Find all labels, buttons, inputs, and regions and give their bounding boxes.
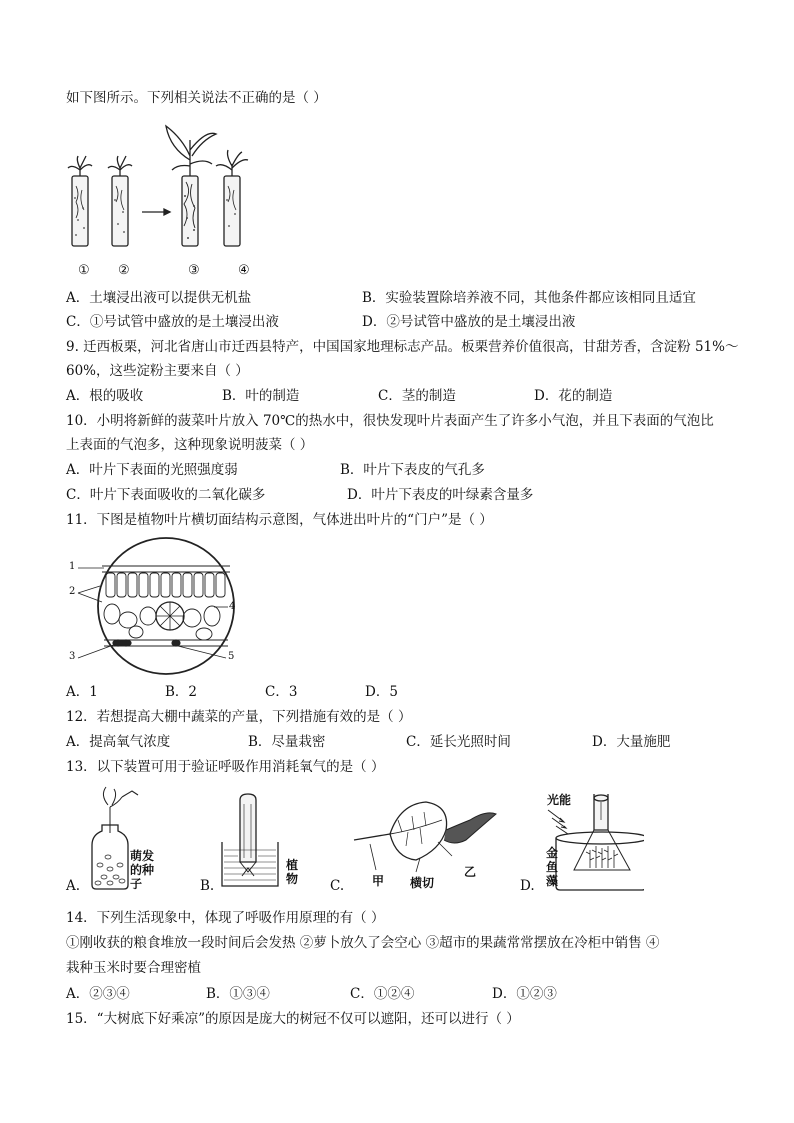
q8-option-d: D．②号试管中盛放的是土壤浸出液 [362,314,576,330]
q8-stem: 如下图所示。下列相关说法不正确的是（ ） [66,90,327,106]
q12-option-b: B．尽量栽密 [248,734,326,750]
q13-option-a-letter: A. [66,878,81,894]
q13-fig-c-label-hengqie: 横切 [410,876,435,890]
q10-option-d: D．叶片下表皮的叶绿素含量多 [347,487,534,503]
leaf-label-2: 2 [69,586,76,597]
q14-option-c: C．①②④ [350,986,415,1002]
tube-label-4: ④ [238,263,250,278]
q12-option-d: D．大量施肥 [592,734,671,750]
q14-items-line2: 栽种玉米时要合理密植 [66,960,201,976]
q13-figure-c [350,800,500,880]
q13-fig-d-label-light: 光能 [547,793,572,807]
q10-option-b: B．叶片下表皮的气孔多 [340,462,485,478]
q12-option-a: A．提高氧气浓度 [66,734,171,750]
q13-stem: 13．以下装置可用于验证呼吸作用消耗氧气的是（ ） [66,759,385,775]
q14-stem: 14．下列生活现象中，体现了呼吸作用原理的有（ ） [66,910,385,926]
q8-option-a: A．土壤浸出液可以提供无机盐 [66,290,252,306]
q9-option-a: A．根的吸收 [66,388,144,404]
leaf-label-1: 1 [69,561,76,572]
q8-test-tubes-figure [66,120,276,260]
q12-stem: 12．若想提高大棚中蔬菜的产量，下列措施有效的是（ ） [66,709,412,725]
q10-stem-line2: 上表面的气泡多，这种现象说明菠菜（ ） [66,437,314,453]
tube-label-3: ③ [188,263,200,278]
q10-stem-line1: 10．小明将新鲜的菠菜叶片放入 70℃的热水中，很快发现叶片表面产生了许多小气泡，并且下表面的气泡比 [66,413,714,429]
q15-stem: 15．“大树底下好乘凉”的原因是庞大的树冠不仅可以遮阳，还可以进行（ ） [66,1011,520,1027]
q10-option-c: C．叶片下表面吸收的二氧化碳多 [66,487,266,503]
q11-option-c: C．3 [265,684,298,700]
q11-option-b: B．2 [165,684,198,700]
leaf-label-4: 4 [229,601,236,612]
leaf-label-3: 3 [69,651,76,662]
q11-option-a: A．1 [66,684,98,700]
tube-label-1: ① [78,263,90,278]
q12-option-c: C．延长光照时间 [406,734,511,750]
tube-2 [108,156,132,246]
q14-option-a: A．②③④ [66,986,130,1002]
q11-option-d: D．5 [365,684,398,700]
q9-stem-line2: 60%，这些淀粉主要来自（ ） [66,363,249,379]
q14-items-line1: ①刚收获的粮食堆放一段时间后会发热 ②萝卜放久了会空心 ③超市的果蔬常常摆放在冷柜中销售 ④ [66,935,660,951]
q13-fig-b-label: 植物 [286,858,299,886]
q13-figure-b [218,790,284,890]
q14-option-b: B．①③④ [206,986,270,1002]
q13-fig-a-label: 萌发的种子 [130,849,155,891]
tube-1 [68,156,92,246]
q9-stem-line1: 9. 迁西板栗，河北省唐山市迁西县特产，中国国家地理标志产品。板栗营养价值很高，甘甜芳香，含淀粉 51%～ [66,339,739,355]
q13-option-c-letter: C. [330,878,345,894]
q9-option-d: D．花的制造 [534,388,613,404]
q14-option-d: D．①②③ [492,986,557,1002]
q8-option-b: B．实验装置除培养液不同，其他条件都应该相同且适宜 [362,290,696,306]
tube-3 [166,126,216,246]
q13-fig-c-label-yi: 乙 [464,865,477,879]
leaf-label-5: 5 [228,651,235,662]
q13-option-d-letter: D. [520,878,535,894]
q13-option-b-letter: B. [200,878,215,894]
q11-stem: 11．下图是植物叶片横切面结构示意图，气体进出叶片的“门户”是（ ） [66,512,493,528]
q8-option-c: C．①号试管中盛放的是土壤浸出液 [66,314,279,330]
tube-label-2: ② [118,263,130,278]
q9-option-c: C．茎的制造 [378,388,456,404]
q10-option-a: A．叶片下表面的光照强度弱 [66,462,238,478]
q13-fig-d-label-plant: 金鱼藻 [546,846,559,888]
q13-fig-c-label-jia: 甲 [372,874,385,888]
tube-4 [216,150,248,246]
q9-option-b: B．叶的制造 [222,388,300,404]
